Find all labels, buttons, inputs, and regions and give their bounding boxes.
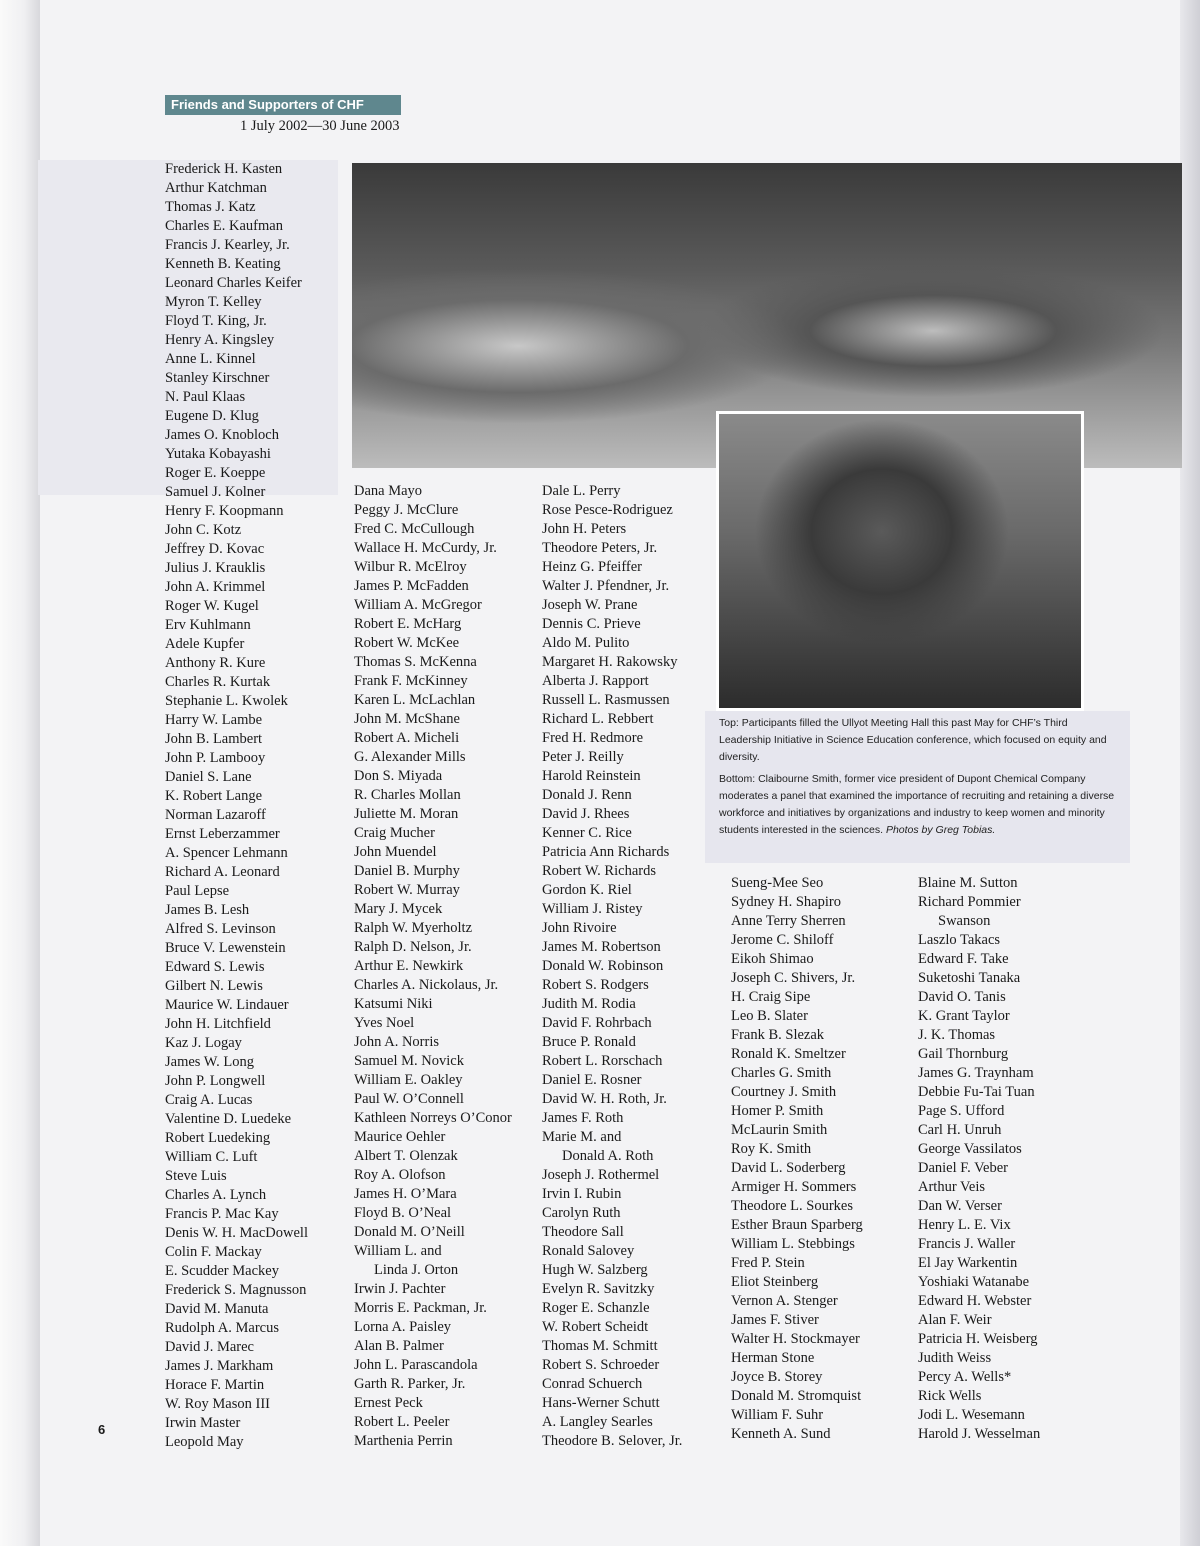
donor-name: Joseph W. Prane [542, 597, 638, 613]
donor-name: Bruce V. Lewenstein [165, 940, 286, 956]
donor-name: David J. Marec [165, 1339, 254, 1355]
donor-name: Alan B. Palmer [354, 1338, 444, 1354]
donor-name: James O. Knobloch [165, 427, 279, 443]
donor-name: Fred P. Stein [731, 1255, 805, 1271]
donor-name: Erv Kuhlmann [165, 617, 251, 633]
donor-name: Thomas J. Katz [165, 199, 256, 215]
donor-name: Donald W. Robinson [542, 958, 664, 974]
donor-name: Ralph D. Nelson, Jr. [354, 939, 472, 955]
donor-name: Percy A. Wells* [918, 1369, 1012, 1385]
donor-name: James F. Roth [542, 1110, 624, 1126]
donor-name: McLaurin Smith [731, 1122, 828, 1138]
donor-name: Aldo M. Pulito [542, 635, 630, 651]
donor-name: Karen L. McLachlan [354, 692, 476, 708]
donor-name: Roger E. Schanzle [542, 1300, 650, 1316]
donor-name: W. Robert Scheidt [542, 1319, 649, 1335]
donor-name: William E. Oakley [354, 1072, 463, 1088]
donor-name: Rose Pesce-Rodriguez [542, 502, 673, 518]
donor-name: Craig Mucher [354, 825, 435, 841]
donor-name: Robert A. Micheli [354, 730, 460, 746]
donor-name: J. K. Thomas [918, 1027, 996, 1043]
donor-name: Eliot Steinberg [731, 1274, 819, 1290]
donor-name: John C. Kotz [165, 522, 242, 538]
donor-name: James J. Markham [165, 1358, 274, 1374]
donor-name: Rick Wells [918, 1388, 982, 1404]
donor-name: Fred H. Redmore [542, 730, 644, 746]
donor-name: H. Craig Sipe [731, 989, 811, 1005]
donor-name: Anthony R. Kure [165, 655, 266, 671]
donor-name: Robert S. Rodgers [542, 977, 649, 993]
donor-name: K. Grant Taylor [918, 1008, 1010, 1024]
caption-bottom-text: Bottom: Claibourne Smith, former vice president of Dupont Chemical Company moderates a panel that examined the importance of recruiting and retaining a diverse workforce and initiatives by organizations and industry to keep women and minority students interested in the sciences. [719, 773, 1115, 836]
donor-name: A. Langley Searles [542, 1414, 653, 1430]
donor-name: Myron T. Kelley [165, 294, 262, 310]
donor-name: Heinz G. Pfeiffer [542, 559, 642, 575]
donor-name: Katsumi Niki [354, 996, 433, 1012]
donor-name: Francis P. Mac Kay [165, 1206, 279, 1222]
donor-name: Robert W. Murray [354, 882, 460, 898]
donor-name: Maurice W. Lindauer [165, 997, 289, 1013]
donor-name: Richard L. Rebbert [542, 711, 654, 727]
donor-name: Robert Luedeking [165, 1130, 271, 1146]
caption-bottom [719, 771, 1120, 839]
donor-name: James W. Long [165, 1054, 255, 1070]
donor-name: N. Paul Klaas [165, 389, 246, 405]
donor-name: Floyd T. King, Jr. [165, 313, 267, 329]
donor-name: Jodi L. Wesemann [918, 1407, 1025, 1423]
donor-name: Wallace H. McCurdy, Jr. [354, 540, 497, 556]
donor-name: Edward S. Lewis [165, 959, 265, 975]
donor-name: John H. Peters [542, 521, 627, 537]
donor-name: Robert E. McHarg [354, 616, 462, 632]
donor-name: Norman Lazaroff [165, 807, 266, 823]
donor-name: R. Charles Mollan [354, 787, 461, 803]
donor-name: Francis J. Waller [918, 1236, 1016, 1252]
donor-name: James P. McFadden [354, 578, 469, 594]
donor-name: Frederick S. Magnusson [165, 1282, 307, 1298]
donor-name: Joseph J. Rothermel [542, 1167, 660, 1183]
donor-name: Swanson [938, 913, 991, 929]
donor-name: Craig A. Lucas [165, 1092, 253, 1108]
donor-name: Harold J. Wesselman [918, 1426, 1041, 1442]
donor-name: Suketoshi Tanaka [918, 970, 1021, 986]
donor-name: Judith M. Rodia [542, 996, 636, 1012]
donor-name: Arthur E. Newkirk [354, 958, 464, 974]
donor-name: Harry W. Lambe [165, 712, 263, 728]
donor-name: Evelyn R. Savitzky [542, 1281, 655, 1297]
donor-name: Sueng-Mee Seo [731, 875, 824, 891]
donor-name: John A. Norris [354, 1034, 439, 1050]
donor-name: Charles G. Smith [731, 1065, 832, 1081]
donor-name: William A. McGregor [354, 597, 482, 613]
donor-name: Robert W. McKee [354, 635, 460, 651]
donor-name: Herman Stone [731, 1350, 815, 1366]
photo-credit: Photos by Greg Tobias. [885, 824, 996, 836]
donor-name: Frank F. McKinney [354, 673, 468, 689]
donor-name: Patricia Ann Richards [542, 844, 670, 860]
donor-name: Dale L. Perry [542, 483, 621, 499]
donor-name: Frederick H. Kasten [165, 161, 283, 177]
donor-name: Charles A. Lynch [165, 1187, 267, 1203]
donor-name: Roger E. Koeppe [165, 465, 266, 481]
donor-name: Hugh W. Salzberg [542, 1262, 648, 1278]
donor-name: John P. Longwell [165, 1073, 266, 1089]
donor-name: John M. McShane [354, 711, 460, 727]
donor-name: William C. Luft [165, 1149, 258, 1165]
donor-name: Edward H. Webster [918, 1293, 1032, 1309]
donor-name: Daniel B. Murphy [354, 863, 460, 879]
donor-name: John A. Krimmel [165, 579, 266, 595]
donor-name: Robert W. Richards [542, 863, 656, 879]
donor-name: Margaret H. Rakowsky [542, 654, 678, 670]
donor-name: Horace F. Martin [165, 1377, 265, 1393]
donor-name: Robert L. Peeler [354, 1414, 450, 1430]
donor-name: Harold Reinstein [542, 768, 641, 784]
donor-name: Marie M. and [542, 1129, 622, 1145]
donor-name: Laszlo Takacs [918, 932, 1001, 948]
donor-name: David O. Tanis [918, 989, 1006, 1005]
donor-name: Valentine D. Luedeke [165, 1111, 292, 1127]
name-column-3 [542, 482, 682, 1451]
donor-name: Page S. Ufford [918, 1103, 1005, 1119]
donor-name: Lorna A. Paisley [354, 1319, 452, 1335]
donor-name: Juliette M. Moran [354, 806, 459, 822]
photo-caption [705, 711, 1130, 863]
donor-name: Yutaka Kobayashi [165, 446, 271, 462]
donor-name: Wilbur R. McElroy [354, 559, 467, 575]
name-column-2 [354, 482, 512, 1451]
donor-name: Morris E. Packman, Jr. [354, 1300, 487, 1316]
donor-name: Daniel E. Rosner [542, 1072, 642, 1088]
donor-name: Henry F. Koopmann [165, 503, 284, 519]
donor-name: Eikoh Shimao [731, 951, 814, 967]
donor-name: Theodore Peters, Jr. [542, 540, 658, 556]
donor-name: Vernon A. Stenger [731, 1293, 838, 1309]
donor-name: David F. Rohrbach [542, 1015, 652, 1031]
donor-name: Gilbert N. Lewis [165, 978, 263, 994]
donor-name: Alan F. Weir [918, 1312, 992, 1328]
donor-name: David W. H. Roth, Jr. [542, 1091, 667, 1107]
name-column-4 [731, 874, 863, 1444]
donor-name: Hans-Werner Schutt [542, 1395, 660, 1411]
donor-name: Ronald K. Smeltzer [731, 1046, 846, 1062]
donor-name: William F. Suhr [731, 1407, 824, 1423]
donor-name: Walter J. Pfendner, Jr. [542, 578, 670, 594]
donor-name: Theodore L. Sourkes [731, 1198, 854, 1214]
donor-name: Rudolph A. Marcus [165, 1320, 279, 1336]
donor-name: Carl H. Unruh [918, 1122, 1002, 1138]
donor-name: Gordon K. Riel [542, 882, 632, 898]
donor-name: Kenneth A. Sund [731, 1426, 831, 1442]
donor-name: E. Scudder Mackey [165, 1263, 279, 1279]
section-title: Friends and Supporters of CHF [165, 95, 401, 115]
donor-name: Mary J. Mycek [354, 901, 443, 917]
donor-name: John H. Litchfield [165, 1016, 271, 1032]
donor-name: James B. Lesh [165, 902, 250, 918]
donor-name: Kenneth B. Keating [165, 256, 281, 272]
donor-name: Jerome C. Shiloff [731, 932, 834, 948]
donor-name: Ronald Salovey [542, 1243, 635, 1259]
donor-name: Patricia H. Weisberg [918, 1331, 1038, 1347]
donor-name: Blaine M. Sutton [918, 875, 1018, 891]
donor-name: Colin F. Mackay [165, 1244, 262, 1260]
donor-name: Arthur Katchman [165, 180, 267, 196]
donor-name: Donald M. Stromquist [731, 1388, 862, 1404]
donor-name: Thomas S. McKenna [354, 654, 477, 670]
donor-name: Joseph C. Shivers, Jr. [731, 970, 856, 986]
donor-name: Paul Lepse [165, 883, 230, 899]
donor-name: Daniel S. Lane [165, 769, 252, 785]
donor-name: Henry L. E. Vix [918, 1217, 1011, 1233]
donor-name: George Vassilatos [918, 1141, 1022, 1157]
facing-page-bleed [1180, 0, 1200, 1546]
donor-name: Ernst Leberzammer [165, 826, 280, 842]
donor-name: Armiger H. Sommers [731, 1179, 857, 1195]
donor-name: W. Roy Mason III [165, 1396, 270, 1412]
donor-name: James M. Robertson [542, 939, 661, 955]
donor-name: Roger W. Kugel [165, 598, 259, 614]
donor-name: Edward F. Take [918, 951, 1009, 967]
donor-name: Courtney J. Smith [731, 1084, 837, 1100]
speaker-portrait-photo [716, 411, 1084, 711]
donor-name: G. Alexander Mills [354, 749, 466, 765]
donor-name: Dana Mayo [354, 483, 423, 499]
donor-name: Ralph W. Myerholtz [354, 920, 473, 936]
donor-name: Irwin J. Pachter [354, 1281, 446, 1297]
donor-name: Theodore Sall [542, 1224, 624, 1240]
donor-name: William L. and [354, 1243, 442, 1259]
donor-name: Charles R. Kurtak [165, 674, 271, 690]
donor-name: Anne L. Kinnel [165, 351, 256, 367]
page-number: 6 [98, 1422, 106, 1437]
donor-name: Stanley Kirschner [165, 370, 270, 386]
donor-name: Theodore B. Selover, Jr. [542, 1433, 683, 1449]
donor-name: El Jay Warkentin [918, 1255, 1018, 1271]
donor-name: Floyd B. O’Neal [354, 1205, 452, 1221]
donor-name: Steve Luis [165, 1168, 227, 1184]
donor-name: William J. Ristey [542, 901, 643, 917]
donor-name: Robert L. Rorschach [542, 1053, 663, 1069]
donor-name: Don S. Miyada [354, 768, 443, 784]
donor-name: Fred C. McCullough [354, 521, 475, 537]
donor-name: Peggy J. McClure [354, 502, 459, 518]
donor-name: Richard A. Leonard [165, 864, 280, 880]
donor-name: Carolyn Ruth [542, 1205, 621, 1221]
donor-name: Ernest Peck [354, 1395, 423, 1411]
donor-name: Robert S. Schroeder [542, 1357, 660, 1373]
donor-name: David M. Manuta [165, 1301, 269, 1317]
donor-name: Dan W. Verser [918, 1198, 1002, 1214]
donor-name: K. Robert Lange [165, 788, 263, 804]
donor-name: Roy A. Olofson [354, 1167, 446, 1183]
donor-name: John Rivoire [542, 920, 617, 936]
donor-name: Henry A. Kingsley [165, 332, 275, 348]
name-column-5 [918, 874, 1040, 1444]
donor-name: Denis W. H. MacDowell [165, 1225, 308, 1241]
donor-name: Yoshiaki Watanabe [918, 1274, 1030, 1290]
donor-name: Garth R. Parker, Jr. [354, 1376, 466, 1392]
donor-name: Walter H. Stockmayer [731, 1331, 860, 1347]
caption-top: Top: Participants filled the Ullyot Meeting Hall this past May for CHF’s Third Leadership Initiative in Science Education conference, which focused on equity and diversity. [719, 717, 1107, 763]
donor-name: Julius J. Krauklis [165, 560, 266, 576]
donor-name: Yves Noel [354, 1015, 415, 1031]
donor-name: Sydney H. Shapiro [731, 894, 841, 910]
donor-name: Roy K. Smith [731, 1141, 812, 1157]
donor-name: Debbie Fu-Tai Tuan [918, 1084, 1035, 1100]
donor-name: Gail Thornburg [918, 1046, 1009, 1062]
donor-name: Charles A. Nickolaus, Jr. [354, 977, 499, 993]
donor-name: Kaz J. Logay [165, 1035, 242, 1051]
donor-name: Arthur Veis [918, 1179, 985, 1195]
donor-name: Leonard Charles Keifer [165, 275, 302, 291]
donor-name: John L. Parascandola [354, 1357, 478, 1373]
donor-name: William L. Stebbings [731, 1236, 855, 1252]
donor-name: Samuel J. Kolner [165, 484, 266, 500]
donor-name: A. Spencer Lehmann [165, 845, 288, 861]
donor-name: John B. Lambert [165, 731, 263, 747]
donor-name: Anne Terry Sherren [731, 913, 846, 929]
donor-name: John P. Lambooy [165, 750, 266, 766]
donor-name: Kathleen Norreys O’Conor [354, 1110, 512, 1126]
donor-name: Donald J. Renn [542, 787, 632, 803]
donor-name: Alfred S. Levinson [165, 921, 276, 937]
donor-name: Adele Kupfer [165, 636, 245, 652]
donor-name: Samuel M. Novick [354, 1053, 464, 1069]
donor-name: John Muendel [354, 844, 437, 860]
donor-name: Charles E. Kaufman [165, 218, 283, 234]
donor-name: Richard Pommier [918, 894, 1021, 910]
donor-name: Kenner C. Rice [542, 825, 632, 841]
donor-name: Francis J. Kearley, Jr. [165, 237, 290, 253]
donor-name: James G. Traynham [918, 1065, 1034, 1081]
donor-name: Maurice Oehler [354, 1129, 446, 1145]
donor-name: Donald M. O’Neill [354, 1224, 465, 1240]
donor-name: Russell L. Rasmussen [542, 692, 670, 708]
donor-name: Alberta J. Rapport [542, 673, 649, 689]
donor-name: Joyce B. Storey [731, 1369, 823, 1385]
donor-name: James H. O’Mara [354, 1186, 457, 1202]
donor-name: Peter J. Reilly [542, 749, 624, 765]
donor-name: David L. Soderberg [731, 1160, 846, 1176]
donor-name: James F. Stiver [731, 1312, 819, 1328]
donor-name: David J. Rhees [542, 806, 630, 822]
donor-name: Irvin I. Rubin [542, 1186, 622, 1202]
donor-name: Frank B. Slezak [731, 1027, 825, 1043]
donor-name: Donald A. Roth [562, 1148, 654, 1164]
donor-name: Homer P. Smith [731, 1103, 824, 1119]
name-column-1 [165, 160, 308, 1452]
date-range: 1 July 2002—30 June 2003 [240, 118, 400, 134]
donor-name: Paul W. O’Connell [354, 1091, 464, 1107]
donor-name: Leo B. Slater [731, 1008, 808, 1024]
donor-name: Daniel F. Veber [918, 1160, 1008, 1176]
donor-name: Leopold May [165, 1434, 244, 1450]
donor-name: Bruce P. Ronald [542, 1034, 636, 1050]
donor-name: Eugene D. Klug [165, 408, 259, 424]
donor-name: Conrad Schuerch [542, 1376, 643, 1392]
donor-name: Jeffrey D. Kovac [165, 541, 265, 557]
donor-name: Stephanie L. Kwolek [165, 693, 288, 709]
donor-name: Irwin Master [165, 1415, 241, 1431]
donor-name: Thomas M. Schmitt [542, 1338, 658, 1354]
donor-name: Linda J. Orton [374, 1262, 459, 1278]
donor-name: Albert T. Olenzak [354, 1148, 458, 1164]
page-edge [0, 0, 40, 1546]
donor-name: Marthenia Perrin [354, 1433, 453, 1449]
donor-name: Dennis C. Prieve [542, 616, 641, 632]
donor-name: Judith Weiss [918, 1350, 992, 1366]
donor-name: Esther Braun Sparberg [731, 1217, 863, 1233]
